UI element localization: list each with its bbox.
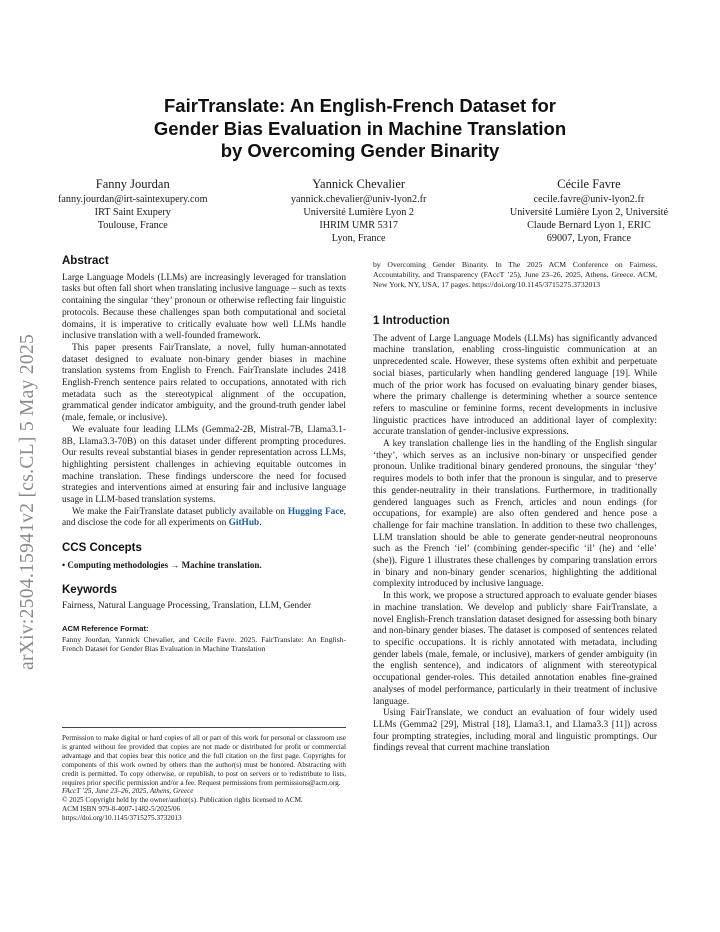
- author-favre: [510, 176, 668, 245]
- availability-text: , and disclose the code for all experiments on: [62, 506, 346, 529]
- keywords-text: Fairness, Natural Language Processing, Translation, LLM, Gender: [62, 601, 312, 612]
- author-name: Fanny Jourdan: [95, 177, 170, 191]
- abstract-heading: Abstract: [62, 255, 109, 267]
- doi-link[interactable]: https://doi.org/10.1145/3715275.3732013: [62, 814, 182, 823]
- acm-reference-heading: ACM Reference Format:: [62, 623, 149, 633]
- abstract-paragraph: Large Language Models (LLMs) are increasingly leveraged for translation tasks but often fall short when translating inclusive language – such as texts containing the singular ‘they’ pronoun or otherwise reflecting fair linguistic protocols. Because these challenges span both computational and societal domains, it is imperative to critically evaluate how well LLMs handle inclusive translation with a well-founded framework.: [62, 272, 346, 342]
- intro-paragraph: In this work, we propose a structured approach to evaluate gender biases in machine translation. We develop and publicly share FairTranslate, a novel English-French translation dataset designed for assessing both binary and non-binary gender biases. The dataset is composed of sentences related to specific occupations. It is richly annotated with metadata, including gender labels (male, female, or inclusive), markers of gender ambiguity (in the english sentence), and indicators of alignment with stereotypical occupational gender-roles. This detailed annotation enables fine-grained analyses of model performance, particularly in their treatment of inclusive language.: [373, 591, 657, 707]
- left-column: [62, 256, 346, 654]
- ccs-section: [62, 543, 346, 571]
- paper-title: [0, 95, 720, 163]
- copyright-text: © 2025 Copyright held by the owner/author(s). Publication rights licensed to ACM.: [62, 796, 303, 805]
- right-column: [373, 260, 657, 755]
- keywords-heading: Keywords: [62, 583, 117, 596]
- title-line: Gender Bias Evaluation in Machine Translation: [153, 117, 567, 139]
- introduction-heading: 1 Introduction: [373, 315, 450, 327]
- author-chevalier: [291, 176, 427, 245]
- author-affiliation: IHRIM UMR 5317: [319, 220, 399, 231]
- venue-text: FAccT ’25, June 23–26, 2025, Athens, Greece: [62, 787, 194, 796]
- github-link[interactable]: GitHub: [228, 518, 260, 529]
- acm-reference-continued: by Overcoming Gender Binarity. In The 2025 ACM Conference on Fairness, Accountability, and Transparency (FAccT ’25), June 23–26, 2025, Athens, Greece. ACM, New York, NY, USA, 17 pages. https://doi.org/10.1145/3715275.3732013: [373, 260, 657, 289]
- author-affiliation: Claude Bernard Lyon 1, ERIC: [527, 220, 651, 231]
- arxiv-stamp: [17, 250, 47, 670]
- title-line: by Overcoming Gender Binarity: [220, 140, 500, 161]
- availability-text: We make the FairTranslate dataset publicly available on: [72, 506, 288, 517]
- author-jourdan: [58, 176, 208, 245]
- availability-text: .: [259, 518, 262, 529]
- author-affiliation: IRT Saint Exupery: [94, 207, 171, 218]
- ccs-heading: CCS Concepts: [62, 542, 142, 555]
- ccs-concepts: • Computing methodologies → Machine translation.: [62, 559, 262, 570]
- author-name: Yannick Chevalier: [312, 177, 406, 191]
- author-affiliation: Université Lumière Lyon 2, Université: [509, 207, 668, 218]
- author-email: cecile.favre@univ-lyon2.fr: [533, 194, 645, 205]
- author-affiliation: Université Lumière Lyon 2: [303, 207, 414, 218]
- abstract-paragraph: We evaluate four leading LLMs (Gemma2-2B, Mistral-7B, Llama3.1-8B, Llama3.3-70B) on this dataset under different prompting procedures. Our results reveal substantial biases in gender representation across LLMs, highlighting persistent challenges in achieving equitable outcomes in machine translation. These findings underscore the need for focused strategies and interventions aimed at ensuring fair and inclusive language usage in LLM-based translation systems.: [62, 424, 346, 506]
- author-location: Lyon, France: [331, 233, 386, 244]
- author-email: yannick.chevalier@univ-lyon2.fr: [290, 194, 427, 205]
- author-email: fanny.jourdan@irt-saintexupery.com: [58, 194, 208, 205]
- keywords-section: [62, 585, 346, 613]
- arxiv-stamp-text: arXiv:2504.15941v2 [cs.CL] 5 May 2025: [17, 333, 38, 670]
- abstract-paragraph: This paper presents FairTranslate, a novel, fully human-annotated dataset designed to evaluate non-binary gender biases in machine translation systems from English to French. FairTranslate includes 2418 English-French sentence pairs related to occupations, annotated with rich metadata such as the stereotypical alignment of the occupation, grammatical gender indicator ambiguity, and the ground-truth gender label (male, female, or inclusive).: [62, 342, 346, 424]
- author-block: [58, 176, 668, 245]
- author-name: Cécile Favre: [557, 177, 621, 191]
- isbn-text: ACM ISBN 979-8-4007-1482-5/2025/06: [62, 805, 181, 814]
- hugging-face-link[interactable]: Hugging Face: [287, 506, 344, 517]
- intro-paragraph: A key translation challenge lies in the handling of the English singular ‘they’, which serves as an inclusive non-binary or unspecified gender pronoun. Unlike traditional binary gendered pronouns, the singular ‘they’ requires models to both infer that the pronoun is singular, and to preserve this gender-neutrality in their translations. Furthermore, in traditionally gendered languages such as French, articles and noun endings (for occupations, for example) are also often gendered and hence pose a challenge for fair machine translation. In addition to these two challenges, LLM translation should be able to generate gender-neutral neopronouns such as the French ‘iel’ (combining gender-specific ‘il’ (he) and ‘elle’ (she)). Figure 1 illustrates these challenges by comparing translation errors in binary and non-binary gender scenarios, highlighting the additional complexity introduced by inclusive language.: [373, 439, 657, 590]
- intro-paragraph: Using FairTranslate, we conduct an evaluation of four widely used LLMs (Gemma2 [29], Mistral [18], Llama3.1, and Llama3.3 [11]) across four prompting strategies, including moral and linguistic promptings. Our findings reveal that current machine translation: [373, 708, 657, 754]
- permission-text: Permission to make digital or hard copies of all or part of this work for personal or classroom use is granted without fee provided that copies are not made or distributed for profit or commercial advantage and that copies bear this notice and the full citation on the first page. Copyrights for components of this work owned by others than the author(s) must be honored. Abstracting with credit is permitted. To copy otherwise, or republish, to post on servers or to redistribute to lists, requires prior specific permission and/or a fee. Request permissions from permissions@acm.org.: [62, 734, 346, 787]
- permission-footnote: [62, 727, 346, 823]
- title-line: FairTranslate: An English-French Dataset for: [163, 95, 556, 116]
- intro-paragraph: The advent of Large Language Models (LLMs) has significantly advanced machine translation, enabling cross-linguistic communication at an unprecedented scale. However, these systems often exhibit and perpetuate social biases, particularly when handling gendered language [19]. While much of the prior work has focused on evaluating binary gender biases, where the primary challenge is determining whether a source sentence refers to masculine or feminine forms, recent developments in inclusive linguistic practices have introduced an additional layer of complexity: accurate translation of gender-inclusive expressions.: [373, 333, 657, 438]
- abstract-availability: [62, 507, 346, 530]
- author-location: 69007, Lyon, France: [546, 233, 632, 244]
- acm-reference-text: Fanny Jourdan, Yannick Chevalier, and Cécile Favre. 2025. FairTranslate: An English-French Dataset for Gender Bias Evaluation in Machine Translation: [62, 634, 346, 654]
- author-location: Toulouse, France: [97, 220, 168, 231]
